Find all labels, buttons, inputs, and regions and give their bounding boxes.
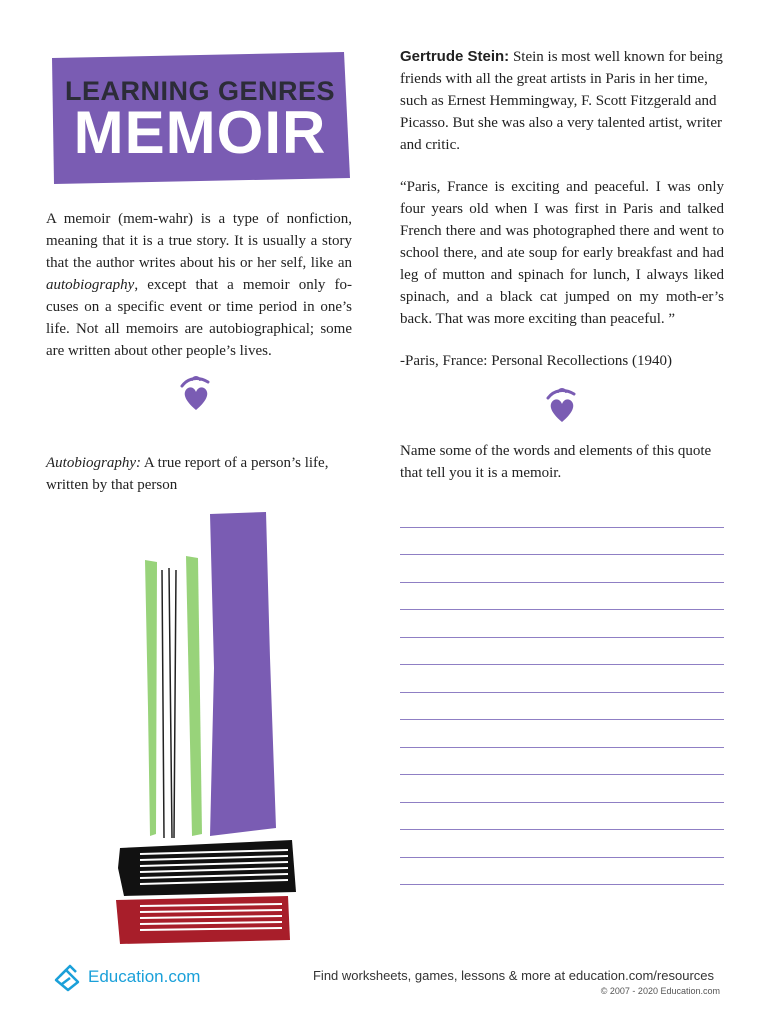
answer-line[interactable] [400,748,724,776]
answer-line[interactable] [400,610,724,638]
education-logo-icon [52,962,82,992]
title-banner [50,50,350,186]
stein-name: Gertrude Stein: [400,48,510,65]
question-prompt: Name some of the words and elements of this quote that tell you it is a memoir. [400,443,712,481]
intro-text-part1: A memoir (mem-wahr) is a type of nonfiction, meaning that it is a true story. It is usually a story that the author writes about his or her self, like an [46,211,352,271]
intro-paragraph [46,208,352,362]
answer-line[interactable] [400,803,724,831]
stein-quote: “Paris, France is exciting and peaceful. I was only four years old when I was first in Paris and talked French there and was photographed there and went to school there, and ate soup for early breakfast and had leg of mutton and spinach for lunch, I always liked spinach, and a black cat jumped on my moth-er’s back. That was more exciting than peaceful. ” [400,179,724,327]
flourish-icon [178,374,214,414]
definition-term: Autobiography: [46,455,141,471]
banner-subtitle: LEARNING GENRES [64,76,336,106]
stein-bio [400,46,724,156]
answer-line[interactable] [400,830,724,858]
answer-line[interactable] [400,528,724,556]
quote-citation: -Paris, France: Personal Recollections (1940) [400,353,673,369]
answer-line[interactable] [400,720,724,748]
banner-title: MEMOIR [73,99,327,166]
answer-line[interactable] [400,775,724,803]
intro-emphasis: autobiography [46,277,135,293]
answer-line[interactable] [400,638,724,666]
answer-line[interactable] [400,583,724,611]
footer-tagline[interactable]: Find worksheets, games, lessons & more at education.com/resources [312,968,714,983]
books-illustration [112,508,302,948]
answer-line[interactable] [400,500,724,528]
answer-lines [400,500,724,885]
stein-text: Stein is most well known for being friends with all the great artists in Paris in her time, such as Ernest Hemmingway, F. Scott Fitzgerald and Picasso. But she was also a very talented artist, writer and critic. [400,49,723,153]
flourish-icon [544,386,580,426]
intro-text-part2: , except that a memoir only fo-cuses on a specific event or time period in one’s life. Not all memoirs are autobiographical; some are written about other people’s lives. [46,277,352,359]
answer-line[interactable] [400,665,724,693]
definition-text: A true report of a person’s life, written by that person [46,455,329,493]
autobiography-definition [46,452,366,496]
footer-copyright: © 2007 - 2020 Education.com [600,986,720,996]
education-logo-text: Education.com [88,967,201,986]
education-logo[interactable] [52,962,200,992]
answer-line[interactable] [400,693,724,721]
answer-line[interactable] [400,555,724,583]
answer-line[interactable] [400,858,724,886]
